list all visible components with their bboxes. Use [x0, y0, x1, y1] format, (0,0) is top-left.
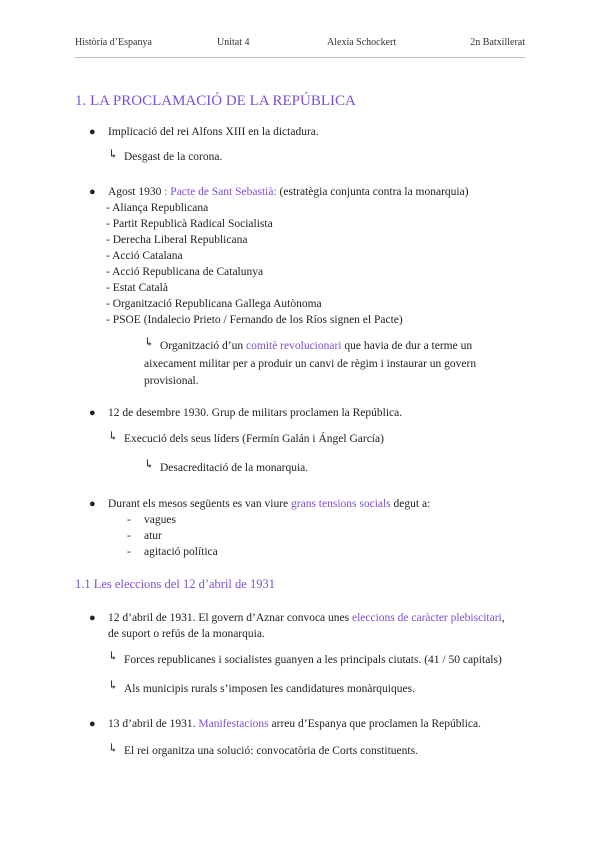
sub-item-text: Desgast de la corona.: [124, 151, 223, 163]
sub-item-text: provisional.: [144, 375, 199, 387]
header-author: Alexia Schockert: [327, 37, 397, 48]
bullet-icon: ●: [89, 718, 96, 730]
party-item: - Partit Republicà Radical Socialista: [106, 218, 273, 230]
arrow-icon: ↳: [108, 429, 119, 443]
arrow-icon: ↳: [108, 678, 119, 692]
bullet-icon: ●: [89, 498, 96, 510]
sub-item-text: Execució dels seus líders (Fermín Galán i Ángel García): [124, 433, 384, 445]
bullet-icon: ●: [89, 186, 96, 198]
bullet-icon: ●: [89, 126, 96, 138]
party-item: - Organització Republicana Gallega Autònoma: [106, 298, 322, 310]
highlight-text: Manifestacions: [198, 718, 269, 730]
header-course: 2n Batxillerat: [470, 37, 525, 48]
arrow-icon: ↳: [108, 147, 119, 161]
list-item-text: Agost 1930 : Pacte de Sant Sebastià: (estratègia conjunta contra la monarquia): [108, 186, 469, 198]
dash-marker: -: [127, 530, 131, 542]
highlight-text: comitè revolucionari: [246, 340, 342, 352]
list-item-text: Durant els mesos següents es van viure grans tensions socials degut a:: [108, 498, 431, 510]
bullet-icon: ●: [89, 612, 96, 624]
section-title: 1. LA PROCLAMACIÓ DE LA REPÚBLICA: [75, 93, 356, 109]
party-item: - Aliança Republicana: [106, 202, 209, 214]
header-subject: Història d’Espanya: [75, 37, 152, 48]
sub-item-text: Forces republicanes i socialistes guanyen a les principals ciutats. (41 / 50 capitals): [124, 654, 502, 666]
list-item-text: de suport o refús de la monarquia.: [108, 628, 265, 640]
arrow-icon: ↳: [144, 335, 155, 349]
highlight-text: eleccions de caràcter plebiscitari: [351, 612, 502, 624]
arrow-icon: ↳: [108, 649, 119, 663]
highlight-text: grans tensions socials: [291, 498, 391, 510]
header-divider: [75, 57, 525, 58]
arrow-icon: ↳: [144, 457, 155, 471]
cause-item: atur: [144, 530, 162, 542]
sub-item-text: Als municipis rurals s’imposen les candidatures monàrquiques.: [124, 683, 415, 695]
cause-item: vagues: [144, 514, 176, 526]
subsection-title: 1.1 Les eleccions del 12 d’abril de 1931: [75, 577, 275, 591]
sub-item-text: Organització d’un comitè revolucionari que havia de dur a terme un: [160, 340, 473, 352]
list-item-text: 13 d’abril de 1931. Manifestacions arreu d’Espanya que proclamen la República.: [108, 718, 481, 730]
party-item: - Acció Republicana de Catalunya: [106, 266, 264, 278]
list-item-text: Implicació del rei Alfons XIII en la dictadura.: [108, 126, 319, 138]
cause-item: agitació política: [144, 546, 218, 558]
party-item: - PSOE (Indalecio Prieto / Fernando de los Ríos signen el Pacte): [106, 314, 403, 326]
list-item-text: 12 de desembre 1930. Grup de militars proclamen la República.: [108, 407, 403, 419]
dash-marker: -: [127, 514, 131, 526]
party-item: - Derecha Liberal Republicana: [106, 234, 248, 246]
page-header: [75, 37, 525, 53]
sub-item-text: Desacreditació de la monarquia.: [160, 462, 309, 474]
party-item: - Acció Catalana: [106, 250, 183, 262]
party-item: - Estat Català: [106, 282, 168, 294]
dash-marker: -: [127, 546, 131, 558]
sub-item-text: El rei organitza una solució: convocatòria de Corts constituents.: [124, 745, 418, 757]
header-unit: Unitat 4: [217, 37, 250, 48]
highlight-text: : Pacte de Sant Sebastià:: [164, 186, 277, 198]
list-item-text: 12 d’abril de 1931. El govern d’Aznar convoca unes eleccions de caràcter plebiscitari,: [108, 612, 505, 624]
arrow-icon: ↳: [108, 741, 119, 755]
bullet-icon: ●: [89, 407, 96, 419]
sub-item-text: aixecament militar per a produir un canvi de règim i instaurar un govern: [144, 358, 477, 370]
